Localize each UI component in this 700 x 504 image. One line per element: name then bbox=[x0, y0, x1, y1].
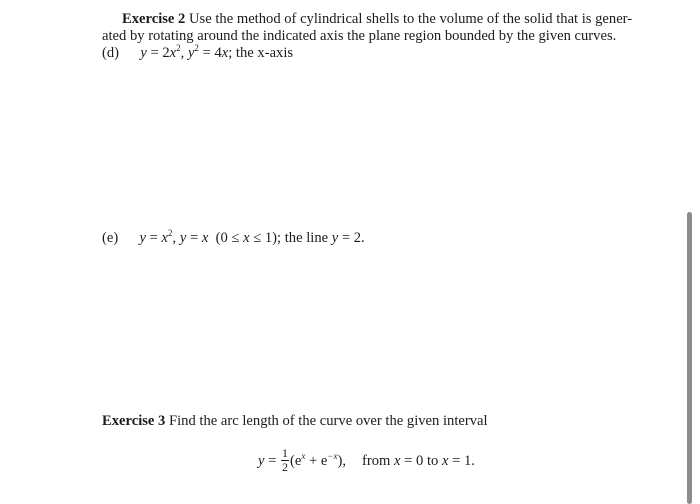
part-e-var-y3: y bbox=[331, 230, 339, 246]
part-d-eq1: = 2 bbox=[146, 45, 170, 61]
part-d-sep: , bbox=[180, 45, 188, 61]
part-e-eq1: = bbox=[146, 230, 162, 246]
fraction-denominator: 2 bbox=[282, 460, 289, 475]
formula-close: ), bbox=[337, 453, 346, 469]
formula-from: from bbox=[361, 453, 394, 469]
part-e-var-y: y bbox=[139, 230, 146, 246]
part-d bbox=[102, 45, 293, 62]
formula-plus: + e bbox=[305, 453, 328, 469]
exercise3-formula bbox=[258, 448, 475, 475]
part-e bbox=[102, 230, 365, 247]
part-e-var-x2: x bbox=[201, 230, 209, 246]
part-e-var-y2: y bbox=[179, 230, 187, 246]
formula-var-y: y bbox=[258, 453, 265, 469]
formula-exp-negx: −x bbox=[327, 451, 338, 461]
part-e-var-x: x bbox=[161, 230, 169, 246]
part-e-var-x3: x bbox=[243, 230, 250, 246]
exercise2-text-line1: Use the method of cylindrical shells to the volume of the solid that is gener- bbox=[189, 11, 633, 27]
part-d-label: (d) bbox=[102, 45, 120, 61]
part-d-var-y: y bbox=[140, 45, 147, 61]
formula-var-x1: x bbox=[394, 453, 401, 469]
vertical-scrollbar[interactable] bbox=[687, 212, 692, 504]
formula-fraction bbox=[281, 447, 289, 474]
part-e-eq2: = bbox=[186, 230, 202, 246]
part-d-exp2: 2 bbox=[194, 43, 199, 53]
part-e-range-mid: ≤ 1); the line bbox=[249, 230, 332, 246]
formula-exp-x: x bbox=[301, 451, 306, 461]
part-e-eq3: = 2. bbox=[338, 230, 365, 246]
formula-open: (e bbox=[290, 453, 302, 469]
exercise3-line bbox=[102, 413, 488, 430]
fraction-numerator: 1 bbox=[282, 446, 289, 461]
exercise3-heading: Exercise 3 bbox=[102, 413, 166, 429]
formula-var-x2: x bbox=[441, 453, 449, 469]
part-d-var-x2: x bbox=[221, 45, 229, 61]
formula-eq: = bbox=[264, 453, 281, 469]
part-e-sep: , bbox=[172, 230, 180, 246]
part-e-label: (e) bbox=[102, 230, 119, 246]
part-e-exp: 2 bbox=[168, 228, 173, 238]
formula-x-eq0: = 0 to bbox=[400, 453, 442, 469]
part-d-var-x: x bbox=[169, 45, 177, 61]
part-d-tail: ; the x-axis bbox=[228, 45, 294, 61]
formula-x-eq1: = 1. bbox=[448, 453, 475, 469]
part-d-var-y2: y bbox=[187, 45, 195, 61]
exercise2-text-line2: ated by rotating around the indicated axis the plane region bounded by the given curves. bbox=[102, 28, 617, 44]
part-e-range-open: (0 ≤ bbox=[208, 230, 244, 246]
part-d-eq2: = 4 bbox=[198, 45, 222, 61]
exercise2-line1 bbox=[122, 11, 632, 28]
exercise2-heading: Exercise 2 bbox=[122, 11, 186, 27]
exercise3-text: Find the arc length of the curve over the given interval bbox=[169, 413, 488, 429]
part-d-exp1: 2 bbox=[176, 43, 181, 53]
